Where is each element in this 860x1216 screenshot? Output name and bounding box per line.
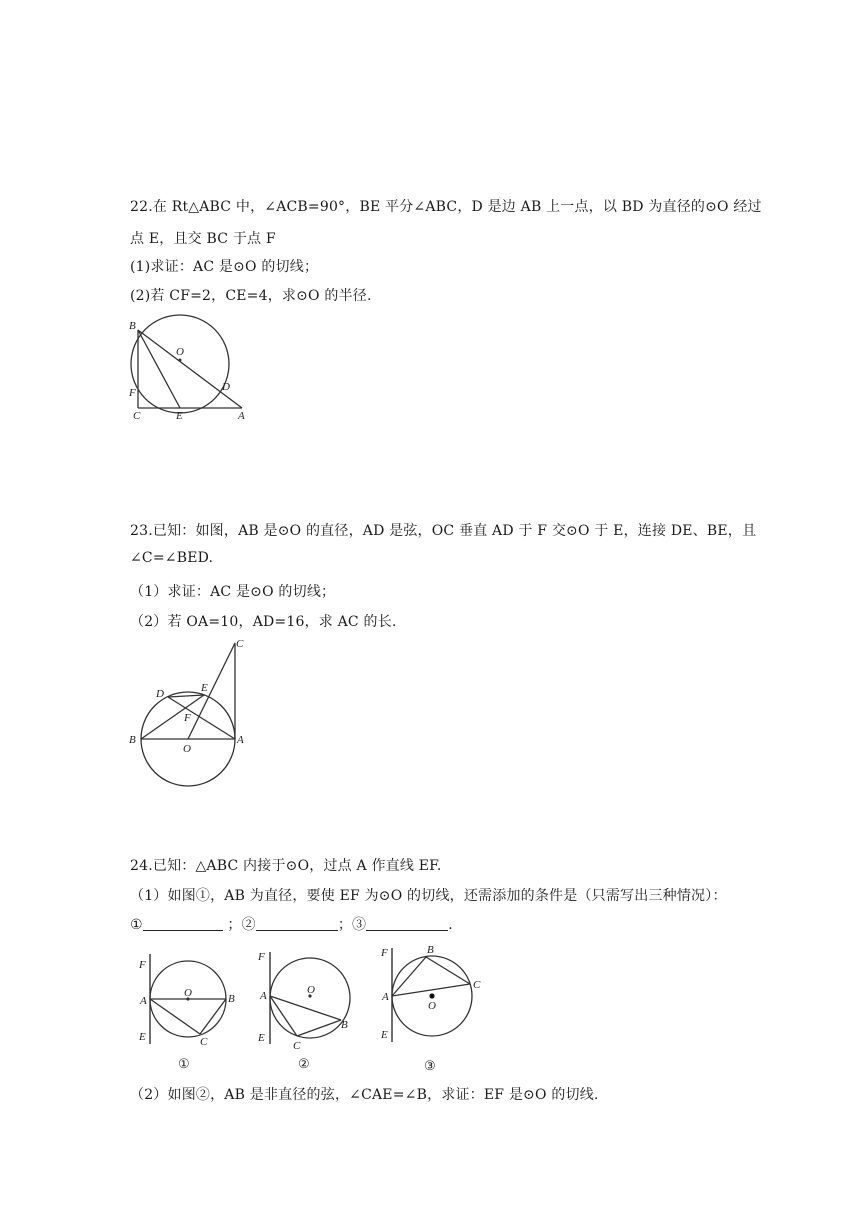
- fig2-label-C: C: [293, 1040, 301, 1052]
- q23-segment-DE: [168, 695, 204, 697]
- q23-statement-line2: ∠C=∠BED.: [130, 550, 214, 566]
- fig1-label-E: E: [139, 1031, 146, 1043]
- answer-blank-3[interactable]: [366, 916, 448, 931]
- q22-center-dot: [179, 359, 182, 362]
- fig1-label-O: O: [184, 987, 192, 999]
- blank2-label: ；②: [227, 917, 256, 933]
- q22-label-E: E: [176, 410, 183, 422]
- q23-chord-AD: [168, 697, 235, 739]
- q22-statement-line1: 22.在 Rt△ABC 中，∠ACB=90°，BE 平分∠ABC，D 是边 AB 上一点，以 BD 为直径的⊙O 经过: [130, 199, 762, 215]
- fig1-label-A: A: [140, 995, 147, 1007]
- fig1-caption: ①: [178, 1056, 190, 1071]
- q22-label-A: A: [238, 410, 245, 422]
- fig2-segment-BC: [297, 1020, 341, 1036]
- q24-blanks-row: [130, 914, 453, 934]
- fig3-caption: ③: [424, 1058, 436, 1073]
- q23-part2: （2）若 OA=10，AD=16，求 AC 的长.: [130, 614, 397, 630]
- blank1-label: ①: [130, 917, 143, 933]
- q22-figure: [126, 310, 256, 424]
- q23-part1: （1）求证：AC 是⊙O 的切线；: [130, 584, 336, 600]
- q22-label-F: F: [129, 387, 136, 399]
- q22-label-C: C: [133, 410, 141, 422]
- q23-label-C: C: [236, 638, 244, 650]
- fig2-caption: ②: [298, 1056, 310, 1071]
- blank-end: .: [448, 917, 453, 933]
- fig2-label-F: F: [258, 951, 265, 963]
- fig3-center-dot: [429, 993, 434, 998]
- q22-part1: (1)求证：AC 是⊙O 的切线；: [130, 259, 319, 275]
- q22-segment-BE: [138, 330, 180, 408]
- q22-statement-line2: 点 E，且交 BC 于点 F: [130, 231, 276, 247]
- fig2-label-B: B: [341, 1019, 348, 1031]
- q24-figure-2: [257, 951, 350, 1071]
- fig2-chord-AB: [270, 996, 341, 1020]
- fig3-label-A: A: [382, 991, 389, 1003]
- q22-label-B: B: [129, 320, 136, 332]
- q24-part2: （2）如图②，AB 是非直径的弦，∠CAE=∠B，求证：EF 是⊙O 的切线.: [130, 1087, 599, 1103]
- q22-segment-BA: [138, 330, 242, 408]
- q24-figure-3: [380, 944, 481, 1073]
- fig1-segment-AC: [150, 999, 200, 1034]
- q23-segment-BE: [141, 695, 204, 739]
- q23-figure: [126, 635, 252, 787]
- fig3-label-B: B: [427, 944, 434, 956]
- fig1-label-C: C: [200, 1036, 208, 1048]
- q23-label-A: A: [237, 734, 244, 746]
- q22-part2: (2)若 CF=2，CE=4，求⊙O 的半径.: [130, 288, 372, 304]
- blank3-label: ；③: [337, 917, 367, 933]
- fig1-label-F: F: [139, 959, 146, 971]
- q23-label-B: B: [129, 734, 136, 746]
- q24-figures: [130, 938, 500, 1074]
- answer-blank-2[interactable]: [256, 916, 338, 931]
- fig3-label-C: C: [473, 979, 481, 991]
- q23-label-O: O: [183, 743, 191, 755]
- q23-label-F: F: [184, 712, 191, 724]
- q23-label-E: E: [201, 682, 208, 694]
- q22-circle: [131, 315, 229, 413]
- q22-label-D: D: [222, 381, 230, 393]
- fig2-label-O: O: [307, 984, 315, 996]
- answer-blank-1[interactable]: [143, 916, 223, 931]
- fig2-label-E: E: [258, 1032, 265, 1044]
- q23-statement-line1: 23.已知：如图，AB 是⊙O 的直径，AD 是弦，OC 垂直 AD 于 F 交⊙O 于 E，连接 DE、BE，且: [130, 523, 757, 539]
- fig3-label-F: F: [381, 947, 388, 959]
- q22-label-O: O: [176, 346, 184, 358]
- q23-label-D: D: [156, 688, 164, 700]
- q24-part1: （1）如图①，AB 为直径，要使 EF 为⊙O 的切线，还需添加的条件是（只需写出三种情况）：: [130, 888, 727, 904]
- fig2-circle: [270, 958, 350, 1038]
- q24-statement-line1: 24.已知：△ABC 内接于⊙O，过点 A 作直线 EF.: [130, 858, 442, 874]
- fig3-label-O: O: [428, 1000, 436, 1012]
- fig2-label-A: A: [260, 990, 267, 1002]
- q24-figure-1: [138, 954, 235, 1071]
- fig1-label-B: B: [228, 993, 235, 1005]
- fig3-label-E: E: [381, 1029, 388, 1041]
